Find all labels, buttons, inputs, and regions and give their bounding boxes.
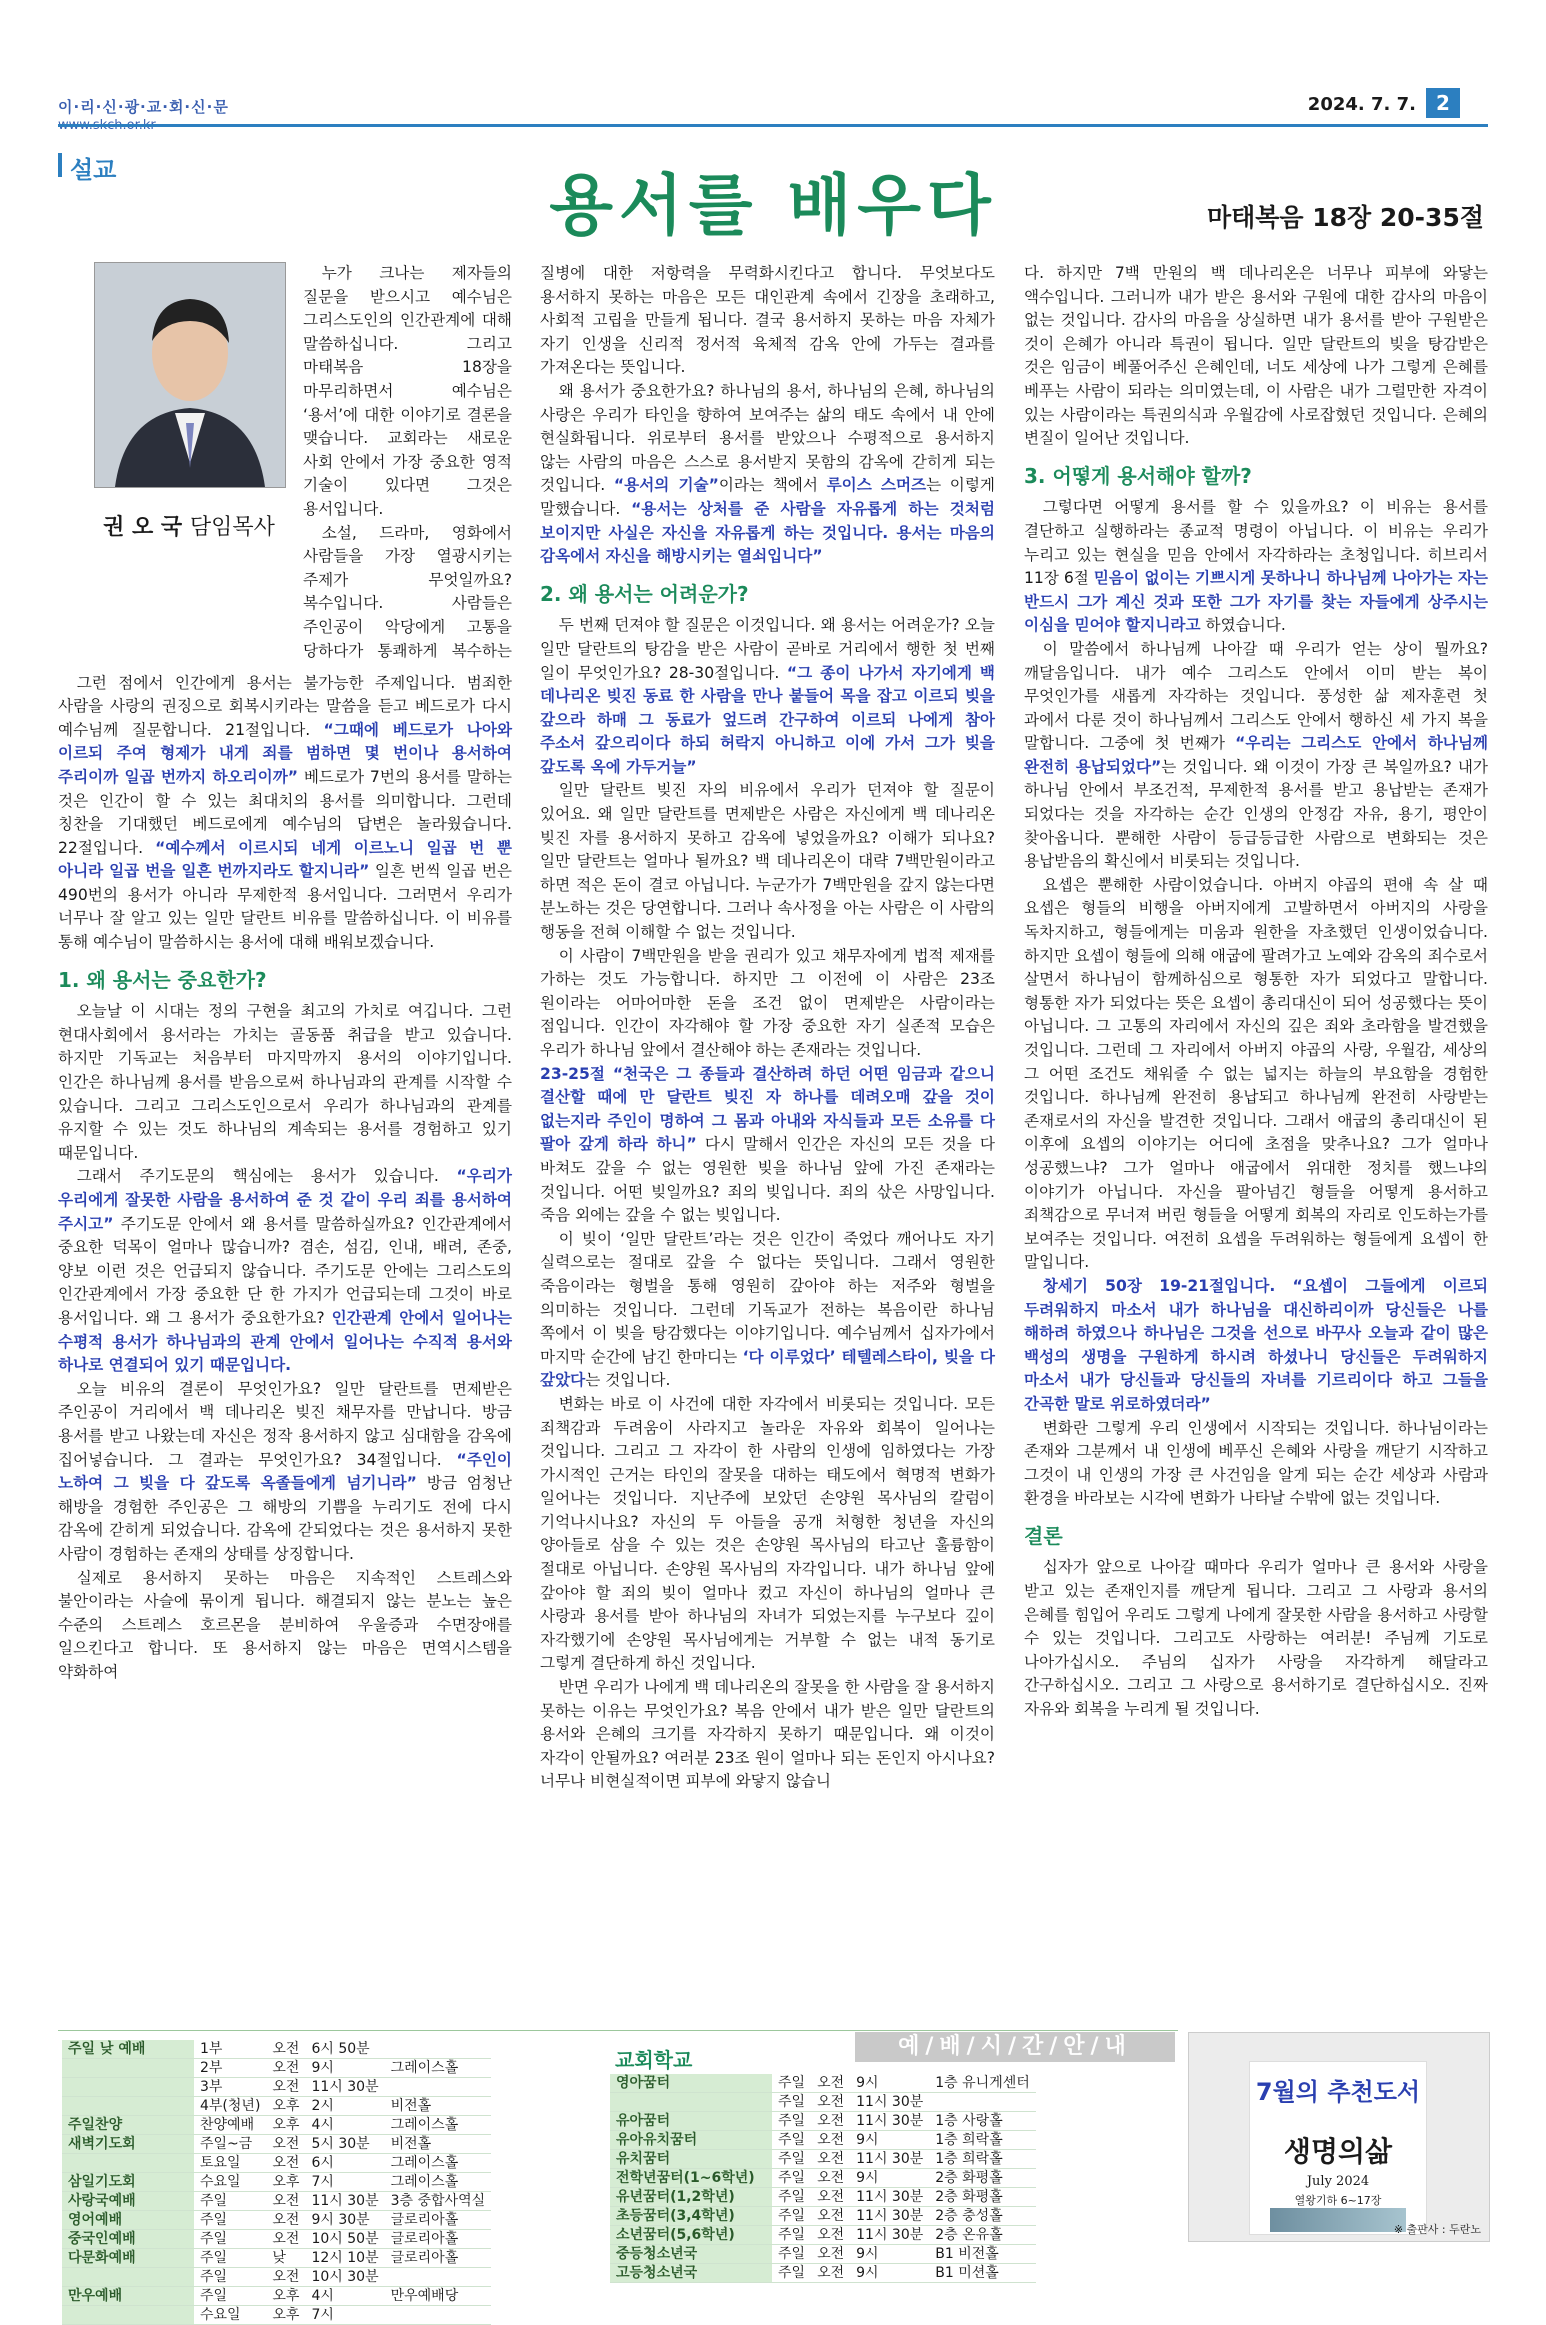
schedule-cell: 오전 bbox=[266, 2211, 305, 2230]
author-name: 루이스 스머즈 bbox=[826, 476, 927, 495]
schedule-cell: B1 비전홀 bbox=[929, 2245, 1036, 2264]
schedule-cell: 주일 bbox=[772, 2264, 811, 2283]
schedule-row bbox=[62, 2211, 491, 2230]
schedule-row bbox=[610, 2245, 1036, 2264]
schedule-cell: 오전 bbox=[811, 2093, 850, 2112]
section-label: 설교 bbox=[70, 156, 117, 184]
schedule-cell: 4부(청년) bbox=[194, 2097, 266, 2116]
schedule-row bbox=[62, 2040, 491, 2059]
schedule-row bbox=[62, 2116, 491, 2135]
text: 베드로가 7번의 용서를 말하는 것은 인간이 할 수 있는 최대치의 용서를 의미합니다. 그런데 칭찬을 기대했던 베드로에게 예수님의 답변은 놀라웠습니다. 22절입니다. bbox=[58, 767, 512, 857]
schedule-cell: 사랑국예배 bbox=[62, 2192, 194, 2211]
schedule-cell: 주일 bbox=[772, 2245, 811, 2264]
heading-1: 1. 왜 용서는 중요한가? bbox=[58, 967, 267, 992]
schedule-row bbox=[62, 2154, 491, 2173]
schedule-cell: 오전 bbox=[266, 2078, 305, 2097]
schedule-cell: 그레이스홀 bbox=[385, 2116, 492, 2135]
schedule-cell: 11시 30분 bbox=[850, 2207, 929, 2226]
school-schedule-table bbox=[610, 2074, 1036, 2283]
schedule-cell: 유년꿈터(1,2학년) bbox=[610, 2188, 772, 2207]
sermon-title: 용서를 배우다 bbox=[549, 167, 997, 244]
schedule-cell: 비전홀 bbox=[385, 2135, 492, 2154]
schedule-rule bbox=[58, 2030, 1178, 2031]
schedule-cell: 주일 bbox=[772, 2074, 811, 2093]
schedule-cell bbox=[62, 2078, 194, 2097]
schedule-cell: 오후 bbox=[266, 2116, 305, 2135]
schedule-cell: 만우예배 bbox=[62, 2287, 194, 2306]
schedule-cell: 오전 bbox=[266, 2135, 305, 2154]
schedule-cell: 주일 bbox=[772, 2093, 811, 2112]
schedule-cell: 10시 50분 bbox=[305, 2230, 384, 2249]
book-subtitle: 열왕기하 6~17장 bbox=[1294, 2194, 1382, 2207]
school-title: 교회학교 bbox=[615, 2048, 693, 2072]
bible-quote: “주인이 노하여 그 빚을 다 갚도록 옥졸들에게 넘기니라” bbox=[58, 1450, 512, 1493]
paragraph bbox=[540, 380, 995, 569]
paragraph bbox=[1024, 1275, 1488, 1417]
text: 다시 말해서 인간은 자신의 모든 것을 다 바쳐도 갚을 수 없는 영원한 빚을 하나님 앞에 가진 존재라는 것입니다. 어떤 빚일까요? 죄의 빚입니다. 죄의 삯은 사망입니다. 죽음 외에는 갚을 수 없는 빚입니다. bbox=[540, 1135, 995, 1225]
schedule-cell: 오전 bbox=[811, 2112, 850, 2131]
schedule-cell: 주일 bbox=[772, 2150, 811, 2169]
heading-conclusion: 결론 bbox=[1024, 1523, 1063, 1548]
schedule-cell: 중등청소년국 bbox=[610, 2245, 772, 2264]
schedule-cell: 전학년꿈터(1~6학년) bbox=[610, 2169, 772, 2188]
column-2 bbox=[540, 262, 995, 1794]
schedule-cell: 3부 bbox=[194, 2078, 266, 2097]
schedule-cell: 주일 낮 예배 bbox=[62, 2040, 194, 2059]
paragraph: 일만 달란트 빚진 자의 비유에서 우리가 던져야 할 질문이 있어요. 왜 일만 달란트를 면제받은 사람은 자신에게 백 데나리온 빚진 자를 용서하지 못하고 감옥에 넣었을까요? 이해가 되나요? 일만 달란트는 얼마나 될까요? 백 데나리온이 대략 7백만원이라고 하면 적은 돈이 결코 아닙니다. 누군가가 7백만원을 갚지 않는다면 분노하는 것은 당연합니다. 그러나 속사정을 아는 사람은 이 사람의 행동을 전혀 이해할 수 없는 것입니다. bbox=[540, 781, 995, 942]
schedule-cell bbox=[62, 2097, 194, 2116]
pastor-name-text: 권 오 국 bbox=[103, 515, 183, 540]
schedule-cell: 11시 30분 bbox=[850, 2226, 929, 2245]
paragraph: 소설, 드라마, 영화에서 사람들을 가장 열광시키는 주제가 무엇일까요? 복수입니다. 사람들은 주인공이 악당에게 고통을 당하다가 통쾌하게 복수하는 bbox=[303, 523, 512, 660]
quote: ‘다 이루었다’ 테텔레스타이, 빚을 다 갚았다 bbox=[540, 1347, 995, 1390]
schedule-cell: 글로리아홀 bbox=[385, 2211, 492, 2230]
schedule-cell: 오전 bbox=[266, 2154, 305, 2173]
paragraph: 이 사람이 7백만원을 받을 권리가 있고 채무자에게 법적 제재를 가하는 것도 가능합니다. 하지만 그 이전에 이 사람은 23조 원이라는 어마어마한 돈을 조건 없이 면제받은 사람이라는 점입니다. 인간이 자각해야 할 가장 중요한 자기 실존적 모습은 우리가 하나님 앞에서 결산해야 하는 존재라는 것입니다. bbox=[540, 946, 995, 1059]
paragraph bbox=[58, 1165, 512, 1377]
schedule-row bbox=[62, 2059, 491, 2078]
schedule-row bbox=[62, 2306, 491, 2325]
schedule-cell: 만우예배당 bbox=[385, 2287, 492, 2306]
schedule-cell: 주일 bbox=[772, 2188, 811, 2207]
schedule-row bbox=[610, 2207, 1036, 2226]
schedule-cell: 수요일 bbox=[194, 2173, 266, 2192]
schedule-cell: 주일 bbox=[772, 2112, 811, 2131]
bible-quote: 23-25절 “천국은 그 종들과 결산하려 하던 어떤 임금과 같으니 결산할 때에 만 달란트 빚진 자 하나를 데려오매 갚을 것이 없는지라 주인이 명하여 그 몸과 아내와 자식들과 모든 소유를 다 팔아 갚게 하라 하니” bbox=[540, 1064, 995, 1154]
schedule-cell: 주일찬양 bbox=[62, 2116, 194, 2135]
paper-name: 이·리·신·광·교·회·신·문 bbox=[58, 98, 229, 116]
schedule-cell: 9시 bbox=[850, 2131, 929, 2150]
paragraph bbox=[58, 672, 512, 955]
schedule-cell: 주일 bbox=[194, 2249, 266, 2268]
paragraph: 오늘날 이 시대는 정의 구현을 최고의 가치로 여깁니다. 그런 현대사회에서 용서라는 가치는 골동품 취급을 받고 있습니다. 하지만 기독교는 처음부터 마지막까지 용서의 이야기입니다. 인간은 하나님께 용서를 받음으로써 하나님과의 관계를 시작할 수 있습니다. 그리고 그리스도인으로서 우리가 하나님과의 관계를 유지할 수 있는 것도 하나님의 계속되는 용서를 경험하고 있기 때문입니다. bbox=[58, 1002, 512, 1162]
schedule-cell: 유아꿈터 bbox=[610, 2112, 772, 2131]
recommended-book[interactable] bbox=[1188, 2032, 1490, 2242]
schedule-header: 예/배/시/간/안/내 bbox=[855, 2032, 1175, 2062]
text: 두 번째 던져야 할 질문은 이것입니다. 왜 용서는 어려운가? 오늘 일만 달란트의 탕감을 받은 사람이 곧바로 거리에서 행한 첫 번째 일이 무엇인가요? 28-30절입니다. bbox=[540, 616, 995, 682]
paragraph bbox=[540, 614, 995, 779]
text: 그런 점에서 인간에게 용서는 불가능한 주제입니다. 범죄한 사람을 사랑의 권징으로 회복시키라는 말씀을 듣고 베드로가 다시 예수님께 질문합니다. 21절입니다. bbox=[58, 673, 512, 739]
schedule-cell: 오전 bbox=[266, 2268, 305, 2287]
schedule-cell bbox=[62, 2306, 194, 2325]
book-title: “용서의 기술” bbox=[613, 476, 719, 495]
schedule-cell: 오전 bbox=[811, 2131, 850, 2150]
schedule-cell: 주일 bbox=[772, 2131, 811, 2150]
pastor-role: 담임목사 bbox=[189, 515, 275, 540]
schedule-cell: 7시 bbox=[305, 2306, 384, 2325]
heading-3: 3. 어떻게 용서해야 할까? bbox=[1024, 463, 1252, 488]
column-1 bbox=[58, 262, 512, 1684]
text: 하였습니다. bbox=[1205, 616, 1286, 635]
schedule-row bbox=[62, 2173, 491, 2192]
schedule-cell: 유아유치꿈터 bbox=[610, 2131, 772, 2150]
schedule-cell: 오전 bbox=[266, 2059, 305, 2078]
bible-quote: “예수께서 이르시되 네게 이르노니 일곱 번 뿐 아니라 일곱 번을 일흔 번까지라도 할지니라” bbox=[58, 838, 512, 881]
schedule-row bbox=[610, 2169, 1036, 2188]
schedule-cell: 낮 bbox=[266, 2249, 305, 2268]
schedule-cell: 초등꿈터(3,4학년) bbox=[610, 2207, 772, 2226]
column-3 bbox=[1024, 262, 1488, 1722]
heading-2: 2. 왜 용서는 어려운가? bbox=[540, 581, 749, 606]
paragraph: 실제로 용서하지 못하는 마음은 지속적인 스트레스와 불안이라는 사슬에 묶이게 됩니다. 해결되지 않는 분노는 높은 수준의 스트레스 호르몬을 분비하여 우울증과 수면장애를 일으킨다고 합니다. 또 용서하지 않는 마음은 면역시스템을 약화하여 bbox=[58, 1568, 512, 1681]
schedule-cell: 고등청소년국 bbox=[610, 2264, 772, 2283]
schedule-cell: 오전 bbox=[811, 2188, 850, 2207]
schedule-row bbox=[610, 2150, 1036, 2169]
book-date: July 2024 bbox=[1306, 2174, 1370, 2189]
text: 이라는 책에서 bbox=[718, 476, 818, 495]
schedule-cell: 6시 50분 bbox=[305, 2040, 384, 2059]
paragraph: 변화는 바로 이 사건에 대한 자각에서 비롯되는 것입니다. 모든 죄책감과 두려움이 사라지고 놀라운 자유와 회복이 일어나는 것입니다. 그리고 그 자각이 한 사람의 인생에 임하였다는 가장 가시적인 근거는 타인의 잘못을 대하는 태도에서 혁명적 변화가 일어나는 것입니다. 지난주에 보았던 손양원 목사님의 칼럼이 기억나시나요? 자신의 두 아들을 공개 처형한 청년을 자신의 양아들로 삼을 수 있는 것은 손양원 목사님의 타고난 훌륭함이 절대로 아닙니다. 손양원 목사님의 자각입니다. 내가 하나님 앞에 갚아야 할 죄의 빚이 얼마나 컸고 자신이 하나님의 얼마나 큰 사랑과 용서를 받아 하나님의 자녀가 되었는지를 누구보다 깊이 자각했기에 손양원 목사님에게는 거부할 수 없는 내적 동기로 그렇게 결단하게 하신 것입니다. bbox=[540, 1394, 995, 1673]
schedule-cell: 주일 bbox=[194, 2211, 266, 2230]
schedule-cell: 주일 bbox=[194, 2230, 266, 2249]
schedule-row bbox=[62, 2287, 491, 2306]
schedule-row bbox=[610, 2093, 1036, 2112]
schedule-cell: 오후 bbox=[266, 2306, 305, 2325]
schedule-cell: 글로리아홀 bbox=[385, 2249, 492, 2268]
schedule-cell: 9시 bbox=[850, 2169, 929, 2188]
schedule-cell: 9시 bbox=[850, 2074, 929, 2093]
schedule-row bbox=[610, 2226, 1036, 2245]
schedule-cell: 11시 30분 bbox=[850, 2150, 929, 2169]
paragraph bbox=[1024, 496, 1488, 638]
schedule-cell: 오후 bbox=[266, 2287, 305, 2306]
paragraph bbox=[540, 1228, 995, 1393]
schedule-cell: 수요일 bbox=[194, 2306, 266, 2325]
schedule-cell: 오전 bbox=[811, 2226, 850, 2245]
text: 는 것입니다. bbox=[585, 1371, 671, 1390]
schedule-cell: 오전 bbox=[811, 2264, 850, 2283]
paragraph: 십자가 앞으로 나아갈 때마다 우리가 얼마나 큰 용서와 사랑을 받고 있는 존재인지를 깨닫게 됩니다. 그리고 그 사랑과 용서의 은혜를 힘입어 우리도 그렇게 나에게 잘못한 사람을 용서하고 사랑할 수 있는 것입니다. 그리고도 사랑하는 여러분! 주님께 기도로 나아가십시오. 주님의 십자가 사랑을 자각하게 해달라고 간구하십시오. 그리고 그 사랑으로 용서하기로 결단하십시오. 진짜 자유와 회복을 누리게 될 것입니다. bbox=[1024, 1558, 1488, 1719]
schedule-cell: 2층 화평홀 bbox=[929, 2188, 1036, 2207]
paragraph bbox=[1024, 638, 1488, 874]
schedule-cell: 1층 희락홀 bbox=[929, 2131, 1036, 2150]
schedule-cell bbox=[385, 2040, 492, 2059]
schedule-cell: 주일 bbox=[772, 2207, 811, 2226]
text: 방금 엄청난 해방을 경험한 주인공은 그 해방의 기쁨을 누리기도 전에 다시 감옥에 갇히게 되었습니다. 감옥에 갇되었다는 것은 용서하지 못한 사람이 경험하는 존재의 상태를 상징합니다. bbox=[58, 1474, 512, 1563]
schedule-cell: 소년꿈터(5,6학년) bbox=[610, 2226, 772, 2245]
schedule-cell: 11시 30분 bbox=[305, 2078, 384, 2097]
book-month-label: 7월의 추천도서 bbox=[1255, 2078, 1421, 2106]
text: 주기도문 안에서 왜 용서를 말씀하실까요? 인간관계에서 중요한 덕목이 얼마나 많습니까? 겸손, 섬김, 인내, 배려, 존중, 양보 이런 것은 언급되지 않습니다. 주기도문 안에는 그리스도의 인간관계에서 가장 중요한 단 한 가지가 언급되는데 그것이 바로 용서입니다. 왜 그 용서가 중요한가요? bbox=[58, 1214, 512, 1327]
schedule-cell: 4시 bbox=[305, 2287, 384, 2306]
schedule-cell: 그레이스홀 bbox=[385, 2059, 492, 2078]
schedule-cell: 주일 bbox=[772, 2169, 811, 2188]
book-title: 생명의삶 bbox=[1283, 2135, 1393, 2168]
schedule-cell: 오전 bbox=[266, 2192, 305, 2211]
schedule-cell: 삼일기도회 bbox=[62, 2173, 194, 2192]
paragraph: 질병에 대한 저항력을 무력화시킨다고 합니다. 무엇보다도 용서하지 못하는 마음은 모든 대인관계 속에서 긴장을 초래하고, 사회적 고립을 만들게 됩니다. 결국 용서하지 못하는 마음 자체가 자기 인생을 신리적 정서적 육체적 감옥 안에 가두는 결과를 가져온다는 뜻입니다. bbox=[540, 264, 995, 377]
scripture-reference: 마태복음 18장 20-35절 bbox=[1206, 203, 1484, 232]
schedule-row bbox=[610, 2074, 1036, 2093]
schedule-cell: 오후 bbox=[266, 2173, 305, 2192]
schedule-row bbox=[62, 2135, 491, 2154]
text: 일흔 번씩 일곱 번은 490번의 용서가 아니라 무제한적 용서입니다. 그러면서 우리가 너무나 잘 알고 있는 일만 달란트 비유를 말씀하십니다. 이 비유를 통해 예수님이 말씀하시는 용서에 대해 배워보겠습니다. bbox=[58, 862, 512, 952]
paragraph: 다. 하지만 7백 만원의 백 데나리온은 너무나 피부에 와닿는 액수입니다. 그러니까 내가 받은 용서와 구원에 대한 감사의 마음이 없는 것입니다. 감사의 마음을 상실하면 내가 용서를 받아 구원받은 것이 은혜가 아니라 특권이 됩니다. 일만 달란트의 빚을 탕감받은 것은 임금이 베풀어주신 은혜인데, 너도 세상에 나가 그렇게 은혜를 베푸는 사람이 되라는 의미였는데, 이 사람은 내가 그럴만한 자격이 있는 사람이라는 특권의식과 우월감에 사로잡혔던 것입니다. 은혜의 변질이 일어난 것입니다. bbox=[1024, 264, 1488, 448]
schedule-cell bbox=[62, 2059, 194, 2078]
highlight: 인간관계 안에서 일어나는 수평적 용서가 하나님과의 관계 안에서 일어나는 수직적 용서와 하나로 연결되어 있기 때문입니다. bbox=[58, 1308, 512, 1375]
schedule-cell: 9시 30분 bbox=[305, 2211, 384, 2230]
schedule-cell: 11시 30분 bbox=[850, 2093, 929, 2112]
schedule-cell: 오전 bbox=[811, 2074, 850, 2093]
schedule-cell: 9시 bbox=[305, 2059, 384, 2078]
schedule-cell: 그레이스홀 bbox=[385, 2173, 492, 2192]
schedule-cell: 9시 bbox=[850, 2245, 929, 2264]
schedule-cell: 1층 유니게센터 bbox=[929, 2074, 1036, 2093]
schedule-cell: 토요일 bbox=[194, 2154, 266, 2173]
schedule-cell bbox=[62, 2154, 194, 2173]
schedule-cell: 오전 bbox=[811, 2150, 850, 2169]
schedule-row bbox=[62, 2097, 491, 2116]
schedule-cell bbox=[385, 2306, 492, 2325]
text: 는 것입니다. 왜 이것이 가장 큰 복일까요? 내가 하나님 안에서 부조건적, 무제한적 용서를 받고 용납받는 존재가 되었다는 것을 자각하는 순간 인생의 안정감 자유, 용기, 평안이 찾아옵니다. 뿐해한 사람이 등급등급한 사람으로 변화되는 것은 용납받음의 확신에서 비롯되는 것입니다. bbox=[1024, 757, 1488, 871]
schedule-cell: 다문화예배 bbox=[62, 2249, 194, 2268]
schedule-cell: 오전 bbox=[266, 2040, 305, 2059]
book-publisher: ※ 출판사 : 두란노 bbox=[1393, 2223, 1481, 2236]
schedule-cell: 2층 충성홀 bbox=[929, 2207, 1036, 2226]
schedule-cell: 중국인예배 bbox=[62, 2230, 194, 2249]
text: 왜 용서가 중요한가요? 하나님의 용서, 하나님의 은혜, 하나님의 사랑은 우리가 타인을 향하여 보여주는 삶의 태도 속에서 내 안에 현실화됩니다. 위로부터 용서를 받았으나 수평적으로 용서하지 않는 사람의 마음은 스스로 용서받지 못함의 감옥에 갇히게 되는 것입니다. bbox=[540, 381, 995, 495]
schedule-cell bbox=[610, 2093, 772, 2112]
bible-quote: “그 종이 나가서 자기에게 백 데나리온 빚진 동료 한 사람을 만나 붙들어 목을 잡고 이르되 빚을 갚으라 하매 그 동료가 엎드려 간구하여 이르되 나에게 참아 주소서 갚으리이다 하되 허락지 아니하고 이에 가서 그가 빚을 갚도록 옥에 가두거늘” bbox=[540, 663, 995, 776]
schedule-row bbox=[610, 2188, 1036, 2207]
schedule-cell: 2시 bbox=[305, 2097, 384, 2116]
paragraph bbox=[540, 1063, 995, 1228]
schedule-cell: 11시 30분 bbox=[850, 2112, 929, 2131]
text: 는 이렇게 말했습니다. bbox=[540, 476, 995, 518]
schedule-cell: 주일 bbox=[194, 2287, 266, 2306]
schedule-cell: B1 미션홀 bbox=[929, 2264, 1036, 2283]
schedule-row bbox=[62, 2192, 491, 2211]
bible-quote: “우리가 우리에게 잘못한 사람을 용서하여 준 것 같이 우리 죄를 용서하여 주시고” bbox=[58, 1167, 512, 1233]
quote: “우리는 그리스도 안에서 하나님께 완전히 용납되었다” bbox=[1024, 734, 1488, 776]
schedule-cell: 오후 bbox=[266, 2097, 305, 2116]
schedule-cell: 유치꿈터 bbox=[610, 2150, 772, 2169]
schedule-cell: 영어예배 bbox=[62, 2211, 194, 2230]
schedule-cell: 2층 화평홀 bbox=[929, 2169, 1036, 2188]
schedule-cell: 10시 30분 bbox=[305, 2268, 384, 2287]
schedule-cell: 비전홀 bbox=[385, 2097, 492, 2116]
schedule-cell: 새벽기도회 bbox=[62, 2135, 194, 2154]
schedule-row bbox=[610, 2264, 1036, 2283]
schedule-cell: 3층 중합사역실 bbox=[385, 2192, 492, 2211]
schedule-cell: 주일 bbox=[772, 2226, 811, 2245]
schedule-row bbox=[62, 2249, 491, 2268]
quote: “용서는 상처를 준 사람을 자유롭게 하는 것처럼 보이지만 사실은 자신을 자유롭게 하는 것입니다. 용서는 마음의 감옥에서 자신을 해방시키는 열쇠입니다” bbox=[540, 499, 995, 566]
schedule-cell bbox=[929, 2093, 1036, 2112]
text: 그렇다면 어떻게 용서를 할 수 있을까요? 이 비유는 용서를 결단하고 실행하라는 종교적 명령이 아닙니다. 이 비유는 우리가 누리고 있는 현실을 믿음 안에서 자각하라는 초청입니다. 히브리서 11장 6절 bbox=[1024, 498, 1488, 588]
schedule-cell: 11시 30분 bbox=[305, 2192, 384, 2211]
text: 그래서 주기도문의 핵심에는 용서가 있습니다. bbox=[76, 1167, 439, 1186]
schedule-row bbox=[610, 2131, 1036, 2150]
schedule-cell: 오전 bbox=[811, 2207, 850, 2226]
book-cover[interactable] bbox=[1249, 2061, 1427, 2235]
bible-quote: 믿음이 없이는 기쁘시게 못하나니 하나님께 나아가는 자는 반드시 그가 계신 것과 또한 그가 자기를 찾는 자들에게 상주시는 이심을 믿어야 할지니라고 bbox=[1024, 569, 1488, 635]
paragraph: 변화란 그렇게 우리 인생에서 시작되는 것입니다. 하나님이라는 존재와 그분께서 내 인생에 베푸신 은혜와 사랑을 깨닫기 시작하고 그것이 내 인생의 가장 큰 사건임을 알게 되는 순간 세상과 사람과 환경을 바라보는 시각에 변화가 나타날 수밖에 없는 것입니다. bbox=[1024, 1418, 1488, 1508]
schedule-cell: 주일 bbox=[194, 2268, 266, 2287]
schedule-cell: 6시 bbox=[305, 2154, 384, 2173]
bible-quote: 창세기 50장 19-21절입니다. “요셉이 그들에게 이르되 두려워하지 마소서 내가 하나님을 대신하리이까 당신들은 나를 해하려 하였으나 하나님은 그것을 선으로 바꾸사 오늘과 같이 많은 백성의 생명을 구원하게 하시려 하셨나니 당신들은 두려워하지 마소서 내가 당신들과 당신들의 자녀를 기르리이다 하고 그들을 간곡한 말로 위로하였더라” bbox=[1024, 1276, 1488, 1413]
schedule-cell: 주일 bbox=[194, 2192, 266, 2211]
schedule-cell: 찬양예배 bbox=[194, 2116, 266, 2135]
bible-quote: “그때에 베드로가 나아와 이르되 주여 형제가 내게 죄를 범하면 몇 번이나 용서하여 주리이까 일곱 번까지 하오리이까” bbox=[58, 720, 513, 786]
schedule-cell: 7시 bbox=[305, 2173, 384, 2192]
schedule-cell: 오전 bbox=[266, 2230, 305, 2249]
intro-paragraph: 누가 크나는 제자들의 질문을 받으시고 예수님은 그리스도인의 인간관계에 대해 말씀하십니다. 그리고 마태복음 18장을 마무리하면서 예수님은 ‘용서’에 대한 이야기로 결론을 맺습니다. 교회라는 새로운 사회 안에서 가장 중요한 영적 기술이 있다면 그것은 용서입니다. bbox=[303, 264, 512, 518]
paragraph bbox=[58, 1378, 512, 1567]
schedule-row bbox=[62, 2230, 491, 2249]
schedule-cell bbox=[62, 2268, 194, 2287]
schedule-cell: 주일~금 bbox=[194, 2135, 266, 2154]
book-cover-image bbox=[1270, 2208, 1406, 2232]
paragraph: 요셉은 뿐해한 사람이었습니다. 아버지 야곱의 편애 속 살 때 요셉은 형들의 비행을 아버지에게 고발하면서 아버지의 사랑을 독차지하고, 형들에게는 미움과 원한을 자초했던 인생이었습니다. 하지만 요셉이 형들에 의해 애굽에 팔려가고 노예와 감옥의 죄수로서 살면서 하나님이 함께하심으로 형통한 자가 되었다고 말합니다. 형통한 자가 되었다는 뜻은 요셉이 총리대신이 되어 성공했다는 뜻이 아닙니다. 그 고통의 자리에서 자신의 깊은 죄와 초라함을 발견했을 것입니다. 그런데 그 자리에서 아버지 야곱의 사랑, 우월감, 세상의 그 어떤 조건도 채워줄 수 없는 넓지는 하늘의 부요함을 경험한 것입니다. 하나님께 완전히 용납되고 하나님께 완전히 사랑받는 존재로서의 자신을 발견한 것입니다. 그래서 애굽의 총리대신이 된 이후에 요셉의 이야기는 어디에 초점을 맞추나요? 그가 얼마나 성공했느냐? 그가 얼마나 애굽에서 위대한 정치를 했느냐의 이야기가 아닙니다. 자신을 팔아넘긴 형들을 어떻게 용서하고 죄책감으로 무너져 버린 형들을 어떻게 회복의 자리로 인도하는가를 보여주는 것입니다. 여전히 요셉을 두려워하는 형들에게 요셉이 한 말입니다. bbox=[1024, 875, 1488, 1272]
schedule-cell bbox=[385, 2268, 492, 2287]
schedule-cell: 오전 bbox=[811, 2169, 850, 2188]
schedule-row bbox=[62, 2078, 491, 2097]
schedule-cell: 영아꿈터 bbox=[610, 2074, 772, 2093]
schedule-row bbox=[610, 2112, 1036, 2131]
top-rule bbox=[58, 124, 1488, 127]
schedule-cell bbox=[385, 2078, 492, 2097]
issue-date: 2024. 7. 7. bbox=[1307, 94, 1416, 115]
schedule-row bbox=[62, 2268, 491, 2287]
schedule-cell: 11시 30분 bbox=[850, 2188, 929, 2207]
schedule-cell: 4시 bbox=[305, 2116, 384, 2135]
text: 이 빚이 ‘일만 달란트’라는 것은 인간이 죽었다 깨어나도 자기 실력으로는 절대로 갚을 수 없다는 뜻입니다. 그래서 영원한 죽음이라는 형벌을 통해 영원히 갚아야 하는 저주와 형벌을 의미하는 것입니다. 그런데 기독교가 전하는 복음이란 하나님 쪽에서 이 빚을 탕감했다는 이야기입니다. 예수님께서 십자가에서 마지막 순간에 남긴 한마디는 bbox=[540, 1229, 995, 1366]
schedule-cell: 2층 온유홀 bbox=[929, 2226, 1036, 2245]
paragraph: 반면 우리가 나에게 백 데나리온의 잘못을 한 사람을 잘 용서하지 못하는 이유는 무엇인가요? 복음 안에서 내가 받은 일만 달란트의 용서와 은혜의 크기를 자각하지 못하기 때문입니다. 왜 이것이 자각이 안될까요? 여러분 23조 원이 얼마나 되는 돈인지 아시나요? 너무나 비현실적이면 피부에 와닿지 않습니 bbox=[540, 1678, 995, 1791]
worship-schedule-table bbox=[62, 2040, 491, 2325]
schedule-cell: 9시 bbox=[850, 2264, 929, 2283]
schedule-cell: 글로리아홀 bbox=[385, 2230, 492, 2249]
text: 이 말씀에서 하나님께 나아갈 때 우리가 얻는 상이 뭘까요? 깨달음입니다. 내가 예수 그리스도 안에서 이미 받는 복이 무엇인가를 새롭게 자각하는 것입니다. 풍성한 삶 제자훈련 첫 과에서 다룬 것이 하나님께서 그리스도 안에서 행하신 세 가지 복을 말합니다. 그중에 첫 번째가 bbox=[1024, 639, 1488, 753]
text: 오늘 비유의 결론이 무엇인가요? 일만 달란트를 면제받은 주인공이 거리에서 백 데나리온 빚진 채무자를 만납니다. 방금 용서를 받고 나왔는데 자신은 정작 용서하지 않고 심대함을 감옥에 집어넣습니다. 그 결과는 무엇인가요? 34절입니다. bbox=[58, 1379, 512, 1469]
schedule-cell: 1층 희락홀 bbox=[929, 2150, 1036, 2169]
schedule-cell: 그레이스홀 bbox=[385, 2154, 492, 2173]
schedule-cell: 5시 30분 bbox=[305, 2135, 384, 2154]
schedule-cell: 12시 10분 bbox=[305, 2249, 384, 2268]
schedule-cell: 오전 bbox=[811, 2245, 850, 2264]
page-number: 2 bbox=[1426, 88, 1460, 118]
schedule-cell: 1부 bbox=[194, 2040, 266, 2059]
schedule-cell: 2부 bbox=[194, 2059, 266, 2078]
schedule-cell: 1층 사랑홀 bbox=[929, 2112, 1036, 2131]
